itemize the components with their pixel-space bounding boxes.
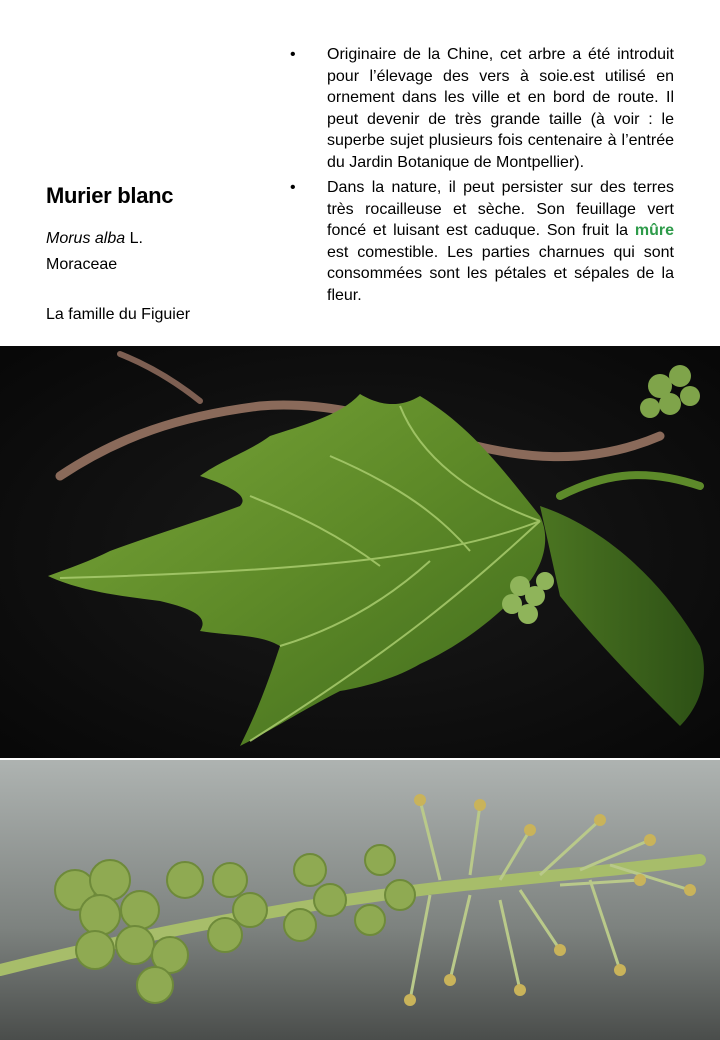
scientific-name [46,226,276,252]
page-title: Murier blanc [46,183,174,208]
family-name: Moraceae [46,256,118,273]
species-author: L. [129,230,143,247]
leaf-photo [0,346,720,758]
bullet-symbol: • [290,46,296,63]
list-item [290,44,674,173]
bullet-text: Originaire de la Chine, cet arbre a été introduit pour l’élevage des vers à soie.est utilisé en ornement dans les ville et en bord de route. Il peut devenir de très grande taille (à voir : le superbe sujet plusieurs fois centenaire à l’entrée du Jardin Botanique de Montpellier). [327,46,674,171]
list-item [290,177,674,306]
bullet-text-before: Dans la nature, il peut persister sur des terres très rocailleuse et sèche. Son feuillage vert foncé et luisant est caduque. Son fruit la [327,179,674,239]
highlight-word: mûre [634,222,674,239]
flower-photo [0,760,720,1040]
bullet-text-after: est comestible. Les parties charnues qui sont consommées sont les pétales et sépales de la fleur. [327,243,674,304]
species-name: Morus alba [46,230,126,247]
title-block [46,180,276,328]
description-list [290,44,674,310]
family-note: La famille du Figuier [46,306,191,323]
bullet-symbol: • [290,179,296,196]
bullet-text [327,179,674,304]
